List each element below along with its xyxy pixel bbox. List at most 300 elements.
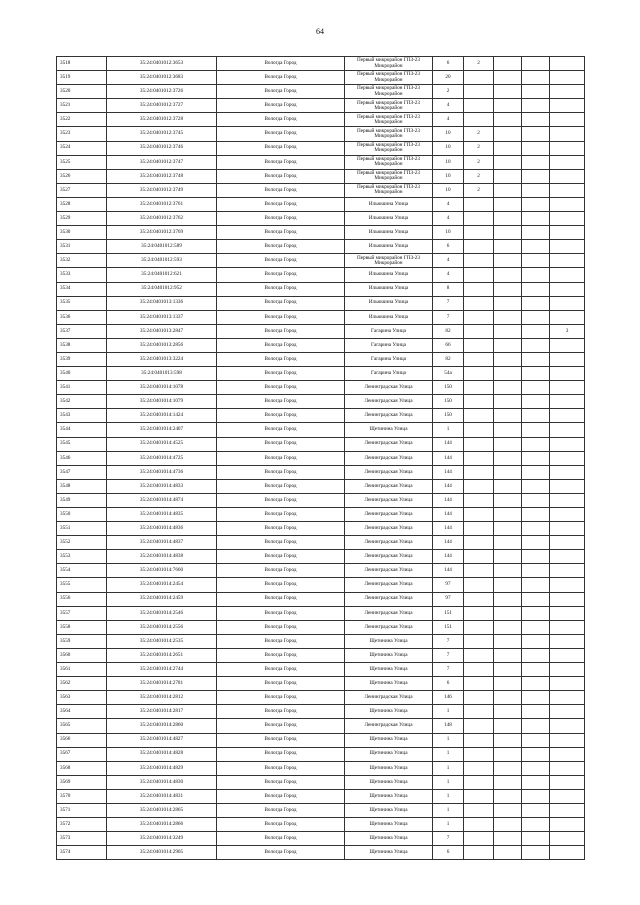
cadastral-number-cell: 35:24:0401014:4835 [107,508,217,522]
table-row [57,367,585,381]
extra-cell [522,451,550,465]
street-cell: Щетинина Улица [345,663,433,677]
building-cell [464,310,494,324]
extra-cell [522,113,550,127]
note-cell [550,127,585,141]
extra-cell [522,127,550,141]
row-number-cell: 3530 [57,226,107,240]
table-row [57,620,585,634]
apartment-cell [494,493,522,507]
row-number-cell: 3556 [57,592,107,606]
house-number-cell: 97 [433,592,464,606]
apartment-cell [494,85,522,99]
locality-cell: Вологда Город [217,240,345,254]
building-cell [464,592,494,606]
street-cell: Ленинградская Улица [345,691,433,705]
street-cell: Ленинградская Улица [345,465,433,479]
apartment-cell [494,367,522,381]
house-number-cell: 82 [433,324,464,338]
table-row [57,296,585,310]
row-number-cell: 3552 [57,536,107,550]
street-cell: Гагарина Улица [345,352,433,366]
note-cell [550,733,585,747]
table-row [57,113,585,127]
row-number-cell: 3525 [57,155,107,169]
cadastral-number-cell: 35:24:0401012:3728 [107,113,217,127]
street-cell: Ленинградская Улица [345,522,433,536]
note-cell [550,113,585,127]
house-number-cell: 150 [433,395,464,409]
table-row [57,705,585,719]
table-row [57,564,585,578]
note-cell [550,747,585,761]
street-cell: Щетинина Улица [345,705,433,719]
street-cell: Ильюшина Улица [345,226,433,240]
note-cell [550,846,585,860]
table-row [57,197,585,211]
table-row [57,381,585,395]
building-cell [464,705,494,719]
building-cell [464,775,494,789]
note-cell [550,85,585,99]
note-cell [550,761,585,775]
house-number-cell: 144 [433,479,464,493]
extra-cell [522,493,550,507]
cadastral-number-cell: 35:24:0401013:3224 [107,352,217,366]
row-number-cell: 3569 [57,775,107,789]
table-row [57,282,585,296]
house-number-cell: 150 [433,409,464,423]
street-cell: Первый микрорайон ГПЗ-23 Микрорайон [345,183,433,197]
street-cell: Щетинина Улица [345,846,433,860]
locality-cell: Вологда Город [217,437,345,451]
row-number-cell: 3547 [57,465,107,479]
house-number-cell: 6 [433,846,464,860]
table-row [57,578,585,592]
row-number-cell: 3540 [57,367,107,381]
row-number-cell: 3573 [57,832,107,846]
locality-cell: Вологда Город [217,183,345,197]
cadastral-number-cell: 35:24:0401012:3747 [107,155,217,169]
house-number-cell: 1 [433,733,464,747]
extra-cell [522,550,550,564]
apartment-cell [494,818,522,832]
apartment-cell [494,409,522,423]
extra-cell [522,536,550,550]
table-row [57,818,585,832]
building-cell [464,508,494,522]
house-number-cell: 10 [433,169,464,183]
row-number-cell: 3560 [57,648,107,662]
house-number-cell: 144 [433,564,464,578]
apartment-cell [494,620,522,634]
row-number-cell: 3538 [57,338,107,352]
building-cell: 2 [464,169,494,183]
street-cell: Ильюшина Улица [345,310,433,324]
building-cell [464,761,494,775]
building-cell [464,381,494,395]
house-number-cell: 144 [433,550,464,564]
extra-cell [522,282,550,296]
street-cell: Первый микрорайон ГПЗ-23 Микрорайон [345,141,433,155]
row-number-cell: 3563 [57,691,107,705]
street-cell: Щетинина Улица [345,803,433,817]
row-number-cell: 3572 [57,818,107,832]
cadastral-number-cell: 35:24:0401012:952 [107,282,217,296]
table-row [57,395,585,409]
locality-cell: Вологда Город [217,352,345,366]
table-row [57,240,585,254]
locality-cell: Вологда Город [217,395,345,409]
extra-cell [522,381,550,395]
house-number-cell: 7 [433,832,464,846]
house-number-cell: 7 [433,648,464,662]
apartment-cell [494,522,522,536]
apartment-cell [494,733,522,747]
street-cell: Щетинина Улица [345,789,433,803]
building-cell [464,226,494,240]
cadastral-number-cell: 35:24:0401014:4833 [107,479,217,493]
street-cell: Ленинградская Улица [345,395,433,409]
row-number-cell: 3561 [57,663,107,677]
house-number-cell: 144 [433,451,464,465]
apartment-cell [494,338,522,352]
building-cell [464,803,494,817]
apartment-cell [494,197,522,211]
house-number-cell: 6 [433,677,464,691]
note-cell [550,240,585,254]
locality-cell: Вологда Город [217,282,345,296]
extra-cell [522,663,550,677]
locality-cell: Вологда Город [217,536,345,550]
apartment-cell [494,775,522,789]
extra-cell [522,409,550,423]
apartment-cell [494,282,522,296]
street-cell: Щетинина Улица [345,423,433,437]
house-number-cell: 66 [433,338,464,352]
note-cell [550,508,585,522]
table-row [57,226,585,240]
building-cell [464,493,494,507]
table-row [57,310,585,324]
house-number-cell: 150 [433,381,464,395]
locality-cell: Вологда Город [217,775,345,789]
locality-cell: Вологда Город [217,296,345,310]
note-cell [550,493,585,507]
table-row [57,409,585,423]
cadastral-number-cell: 35:24:0401014:4831 [107,789,217,803]
building-cell: 2 [464,155,494,169]
extra-cell [522,212,550,226]
note-cell [550,479,585,493]
table-row [57,522,585,536]
locality-cell: Вологда Город [217,451,345,465]
row-number-cell: 3555 [57,578,107,592]
building-cell [464,677,494,691]
table-row [57,789,585,803]
extra-cell [522,832,550,846]
street-cell: Гагарина Улица [345,367,433,381]
locality-cell: Вологда Город [217,197,345,211]
row-number-cell: 3553 [57,550,107,564]
extra-cell [522,338,550,352]
building-cell [464,578,494,592]
row-number-cell: 3524 [57,141,107,155]
cadastral-number-cell: 35:24:0401013:1336 [107,296,217,310]
house-number-cell: 20 [433,71,464,85]
building-cell [464,606,494,620]
row-number-cell: 3521 [57,99,107,113]
house-number-cell: 7 [433,634,464,648]
row-number-cell: 3554 [57,564,107,578]
street-cell: Ленинградская Улица [345,578,433,592]
note-cell [550,677,585,691]
building-cell [464,85,494,99]
apartment-cell [494,296,522,310]
building-cell [464,451,494,465]
table-row [57,423,585,437]
cadastral-number-cell: 35:24:0401014:2407 [107,423,217,437]
street-cell: Гагарина Улица [345,324,433,338]
building-cell [464,747,494,761]
locality-cell: Вологда Город [217,268,345,282]
street-cell: Ленинградская Улица [345,719,433,733]
note-cell [550,648,585,662]
building-cell: 2 [464,127,494,141]
house-number-cell: 144 [433,465,464,479]
extra-cell [522,803,550,817]
house-number-cell: 7 [433,663,464,677]
locality-cell: Вологда Город [217,733,345,747]
apartment-cell [494,803,522,817]
extra-cell [522,634,550,648]
building-cell [464,648,494,662]
building-cell [464,395,494,409]
row-number-cell: 3526 [57,169,107,183]
house-number-cell: 4 [433,254,464,268]
note-cell [550,818,585,832]
building-cell [464,367,494,381]
note-cell [550,437,585,451]
street-cell: Ильюшина Улица [345,296,433,310]
row-number-cell: 3567 [57,747,107,761]
cadastral-number-cell: 35:24:0401014:2781 [107,677,217,691]
street-cell: Гагарина Улица [345,338,433,352]
cadastral-number-cell: 35:24:0401013:598 [107,367,217,381]
row-number-cell: 3574 [57,846,107,860]
street-cell: Щетинина Улица [345,634,433,648]
apartment-cell [494,451,522,465]
table-row [57,761,585,775]
house-number-cell: 151 [433,606,464,620]
apartment-cell [494,240,522,254]
building-cell: 2 [464,141,494,155]
note-cell [550,141,585,155]
cadastral-number-cell: 35:24:0401014:2535 [107,634,217,648]
table-row [57,846,585,860]
extra-cell [522,254,550,268]
cadastral-number-cell: 35:24:0401014:2905 [107,846,217,860]
cadastral-number-cell: 35:24:0401014:2865 [107,803,217,817]
table-row [57,803,585,817]
note-cell [550,409,585,423]
row-number-cell: 3541 [57,381,107,395]
locality-cell: Вологда Город [217,592,345,606]
row-number-cell: 3520 [57,85,107,99]
house-number-cell: 10 [433,226,464,240]
cadastral-number-cell: 35:24:0401014:4830 [107,775,217,789]
extra-cell [522,141,550,155]
street-cell: Ленинградская Улица [345,451,433,465]
cadastral-number-cell: 35:24:0401014:4838 [107,550,217,564]
apartment-cell [494,226,522,240]
locality-cell: Вологда Город [217,550,345,564]
locality-cell: Вологда Город [217,409,345,423]
extra-cell [522,296,550,310]
house-number-cell: 1 [433,761,464,775]
cadastral-number-cell: 35:24:0401014:1078 [107,381,217,395]
note-cell [550,296,585,310]
locality-cell: Вологда Город [217,705,345,719]
table-row [57,71,585,85]
building-cell [464,620,494,634]
house-number-cell: 1 [433,423,464,437]
apartment-cell [494,508,522,522]
building-cell [464,296,494,310]
note-cell [550,197,585,211]
locality-cell: Вологда Город [217,564,345,578]
street-cell: Щетинина Улица [345,747,433,761]
street-cell: Первый микрорайон ГПЗ-23 Микрорайон [345,113,433,127]
note-cell [550,705,585,719]
cadastral-number-cell: 35:24:0401012:3761 [107,197,217,211]
table-row [57,733,585,747]
street-cell: Ленинградская Улица [345,493,433,507]
building-cell [464,99,494,113]
house-number-cell: 10 [433,127,464,141]
row-number-cell: 3566 [57,733,107,747]
row-number-cell: 3535 [57,296,107,310]
street-cell: Щетинина Улица [345,775,433,789]
building-cell: 2 [464,57,494,71]
note-cell [550,564,585,578]
apartment-cell [494,846,522,860]
street-cell: Ильюшина Улица [345,282,433,296]
street-cell: Первый микрорайон ГПЗ-23 Микрорайон [345,155,433,169]
street-cell: Первый микрорайон ГПЗ-23 Микрорайон [345,71,433,85]
locality-cell: Вологда Город [217,578,345,592]
cadastral-number-cell: 35:24:0401014:4829 [107,761,217,775]
note-cell [550,226,585,240]
street-cell: Первый микрорайон ГПЗ-23 Микрорайон [345,169,433,183]
cadastral-number-cell: 35:24:0401014:4828 [107,747,217,761]
table-row [57,141,585,155]
locality-cell: Вологда Город [217,310,345,324]
note-cell [550,395,585,409]
street-cell: Ленинградская Улица [345,620,433,634]
cadastral-number-cell: 35:24:0401012:589 [107,240,217,254]
note-cell [550,592,585,606]
extra-cell [522,240,550,254]
note-cell [550,832,585,846]
table-row [57,479,585,493]
table-row [57,451,585,465]
locality-cell: Вологда Город [217,634,345,648]
building-cell [464,352,494,366]
building-cell: 2 [464,183,494,197]
note-cell [550,451,585,465]
house-number-cell: 10 [433,155,464,169]
extra-cell [522,789,550,803]
extra-cell [522,733,550,747]
building-cell [464,634,494,648]
note-cell [550,634,585,648]
extra-cell [522,508,550,522]
house-number-cell: 1 [433,818,464,832]
locality-cell: Вологда Город [217,212,345,226]
apartment-cell [494,789,522,803]
row-number-cell: 3539 [57,352,107,366]
row-number-cell: 3564 [57,705,107,719]
house-number-cell: 1 [433,747,464,761]
table-row [57,99,585,113]
extra-cell [522,564,550,578]
table-row [57,155,585,169]
building-cell [464,522,494,536]
apartment-cell [494,479,522,493]
extra-cell [522,57,550,71]
extra-cell [522,367,550,381]
cadastral-number-cell: 35:24:0401014:4725 [107,451,217,465]
house-number-cell: 4 [433,212,464,226]
building-cell [464,240,494,254]
note-cell [550,719,585,733]
extra-cell [522,85,550,99]
table-row [57,550,585,564]
apartment-cell [494,592,522,606]
apartment-cell [494,663,522,677]
house-number-cell: 10 [433,141,464,155]
cadastral-number-cell: 35:24:0401014:3249 [107,832,217,846]
locality-cell: Вологда Город [217,761,345,775]
cadastral-number-cell: 35:24:0401012:3653 [107,57,217,71]
extra-cell [522,437,550,451]
row-number-cell: 3550 [57,508,107,522]
extra-cell [522,677,550,691]
row-number-cell: 3571 [57,803,107,817]
locality-cell: Вологда Город [217,423,345,437]
extra-cell [522,592,550,606]
note-cell [550,71,585,85]
building-cell [464,536,494,550]
cadastral-number-cell: 35:24:0401012:3745 [107,127,217,141]
table-row [57,648,585,662]
street-cell: Щетинина Улица [345,733,433,747]
cadastral-number-cell: 35:24:0401014:2454 [107,578,217,592]
row-number-cell: 3568 [57,761,107,775]
building-cell [464,113,494,127]
locality-cell: Вологда Город [217,71,345,85]
building-cell [464,465,494,479]
row-number-cell: 3528 [57,197,107,211]
street-cell: Щетинина Улица [345,648,433,662]
cadastral-number-cell: 35:24:0401012:621 [107,268,217,282]
table-row [57,268,585,282]
cadastral-number-cell: 35:24:0401014:4525 [107,437,217,451]
house-number-cell: 151 [433,620,464,634]
building-cell [464,479,494,493]
building-cell [464,423,494,437]
